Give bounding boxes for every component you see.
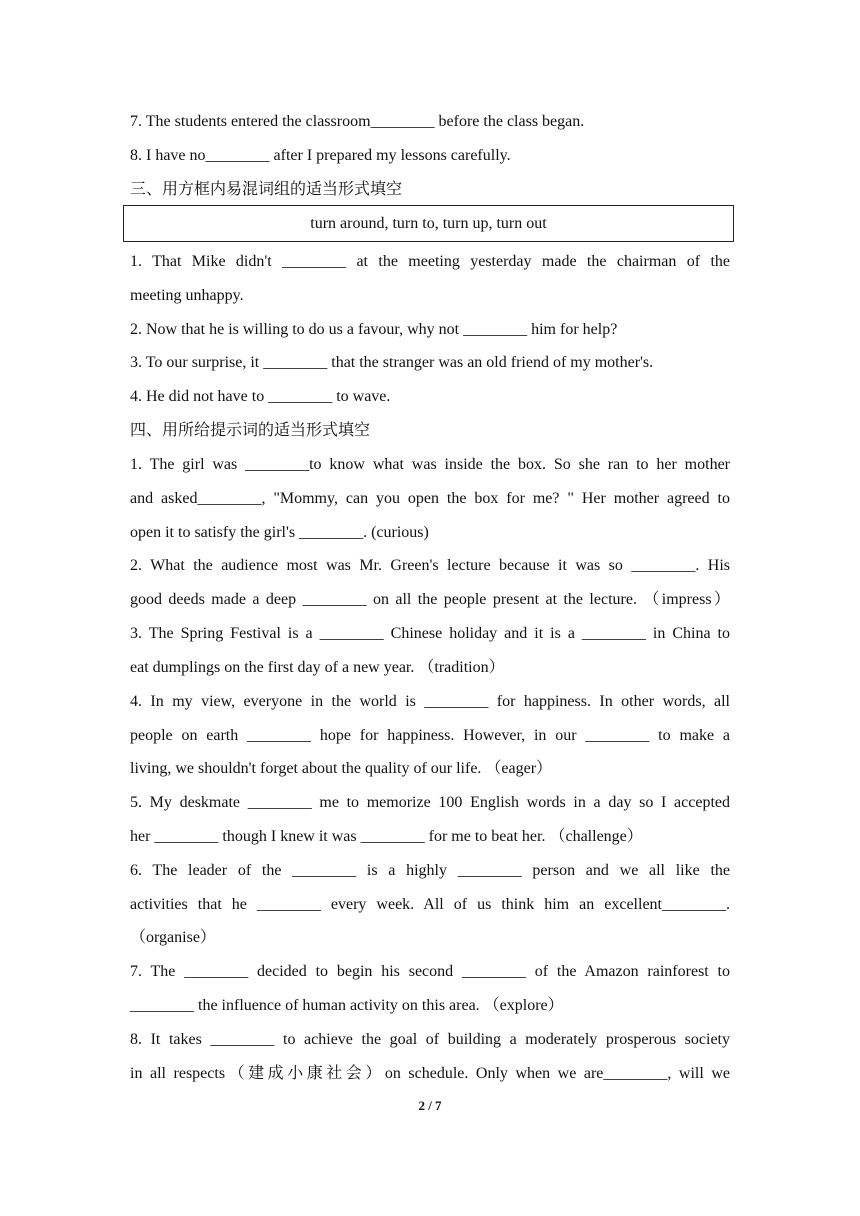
phrase-box xyxy=(123,205,734,242)
s4-line: 2. What the audience most was Mr. Green's lecture because it was so ________. His xyxy=(130,557,730,574)
s4-line: people on earth ________ hope for happiness. However, in our ________ to make a xyxy=(130,727,730,744)
s3-line: 4. He did not have to ________ to wave. xyxy=(130,388,391,405)
s4-line: activities that he ________ every week. All of us think him an excellent________. xyxy=(130,896,730,913)
s4-line: in all respects（建成小康社会）on schedule. Only when we are________, will we xyxy=(130,1065,730,1082)
s4-line: 8. It takes ________ to achieve the goal of building a moderately prosperous society xyxy=(130,1031,730,1048)
s3-line: meeting unhappy. xyxy=(130,287,244,304)
s4-line: 6. The leader of the ________ is a highly ________ person and we all like the xyxy=(130,862,730,879)
page-number: 2 / 7 xyxy=(418,1098,442,1113)
s3-line: 3. To our surprise, it ________ that the stranger was an old friend of my mother's. xyxy=(130,354,654,371)
s4-line: and asked________, "Mommy, can you open the box for me? " Her mother agreed to xyxy=(130,490,730,507)
question-7-prev: 7. The students entered the classroom________ before the class began. xyxy=(130,113,585,130)
s4-line: open it to satisfy the girl's ________. (curious) xyxy=(130,524,429,541)
s4-line: her ________ though I knew it was ________ for me to beat her. （challenge） xyxy=(130,828,643,845)
s4-line: 1. The girl was ________to know what was inside the box. So she ran to her mother xyxy=(130,456,730,473)
s4-line: good deeds made a deep ________ on all the people present at the lecture. （impress） xyxy=(130,591,730,608)
s4-line: （organise） xyxy=(130,929,216,946)
s4-line: 7. The ________ decided to begin his second ________ of the Amazon rainforest to xyxy=(130,963,730,980)
s4-line: 3. The Spring Festival is a ________ Chinese holiday and it is a ________ in China to xyxy=(130,625,730,642)
s4-line: living, we shouldn't forget about the quality of our life. （eager） xyxy=(130,760,553,777)
s4-line: ________ the influence of human activity on this area. （explore） xyxy=(130,997,564,1014)
section-3-heading: 三、用方框内易混词组的适当形式填空 xyxy=(130,181,403,198)
s4-line: 4. In my view, everyone in the world is ________ for happiness. In other words, all xyxy=(130,693,730,710)
s3-line: 1. That Mike didn't ________ at the meeting yesterday made the chairman of the xyxy=(130,253,730,270)
s4-line: 5. My deskmate ________ me to memorize 100 English words in a day so I accepted xyxy=(130,794,730,811)
question-8-prev: 8. I have no________ after I prepared my lessons carefully. xyxy=(130,147,511,164)
s3-line: 2. Now that he is willing to do us a favour, why not ________ him for help? xyxy=(130,321,618,338)
phrase-box-text: turn around, turn to, turn up, turn out xyxy=(310,214,547,232)
section-4-heading: 四、用所给提示词的适当形式填空 xyxy=(130,422,371,439)
s4-line: eat dumplings on the first day of a new year. （tradition） xyxy=(130,659,505,676)
